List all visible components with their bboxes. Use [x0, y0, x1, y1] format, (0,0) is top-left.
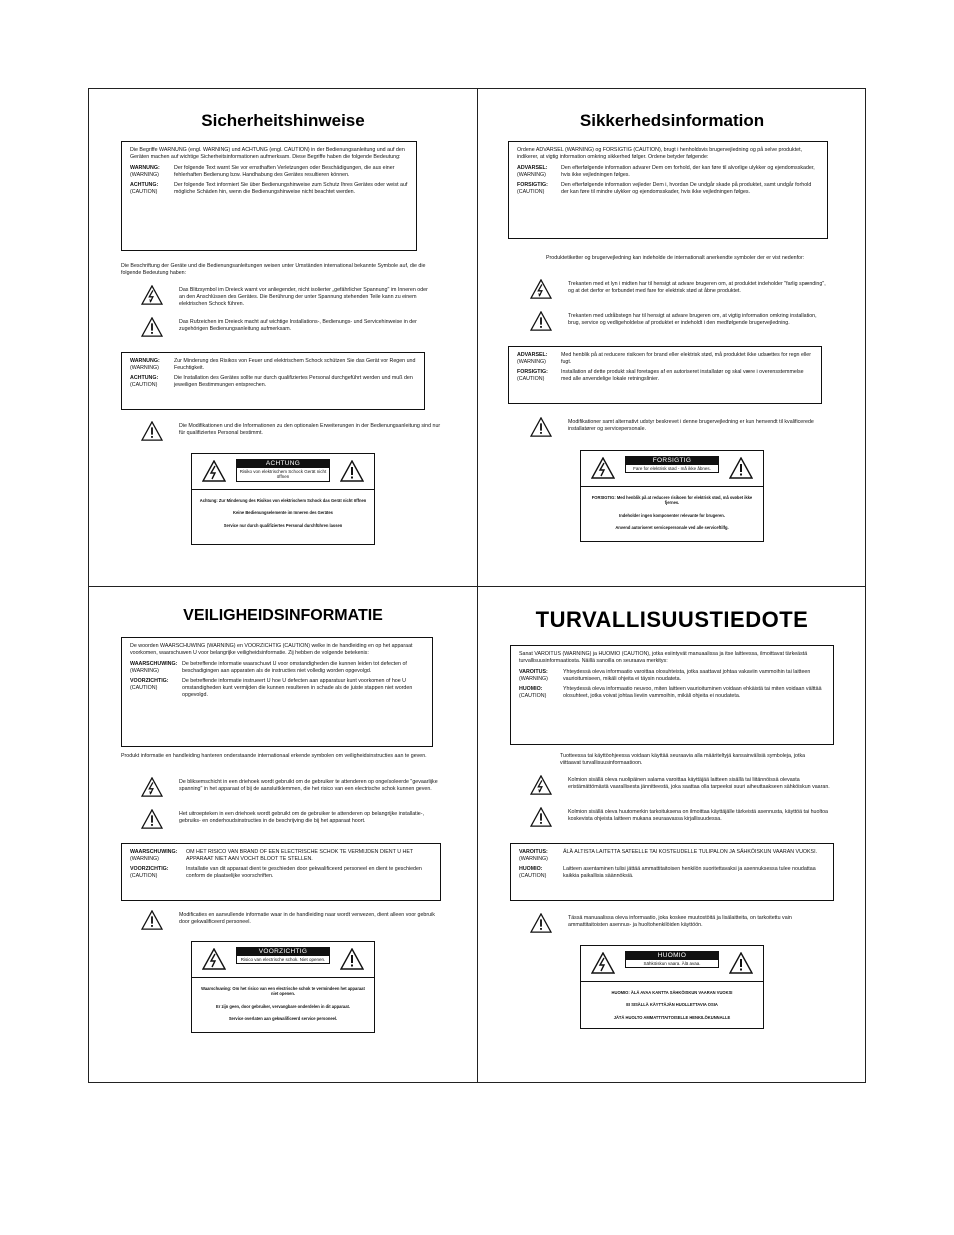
symbols-intro: Produkt informatie en handleiding hanteren onderstaande internationaal erkende symbolen om veiligheidsinstructies aan te geven. [121, 753, 427, 759]
definitions-box [508, 141, 828, 239]
caution-label-graphic [191, 453, 375, 545]
exclamation-warning-icon [141, 421, 163, 441]
section-title: Sicherheitshinweise [201, 111, 365, 130]
intro-text: Sanat VAROITUS (WARNING) ja HUOMIO (CAUTION), jotka esiintyvät manuaalissa ja itse laitteessa, ilmoittavat tärkeästä turvallisuusinformaatiosta. Näillä sanoilla on seuraava merkitys: [519, 651, 808, 664]
definition-warning [519, 669, 825, 683]
modifications-row [141, 910, 441, 930]
warn-sub: (WARNING) [130, 364, 159, 371]
warn-sub: (WARNING) [519, 855, 548, 862]
modifications-text: Die Modifikationen und die Informationen zu den optionalen Erweiterungen in der Bedienungsanleitung sind nur für qualifiziertes Personal bestimmt. [179, 423, 441, 436]
section-title: VEILIGHEIDSINFORMATIE [183, 607, 383, 624]
label-subheading: Risiko von elektrischem Schock Gerät nicht öffnen [236, 468, 330, 482]
def-label: VAROITUS: [519, 668, 548, 675]
section-finnish [478, 587, 866, 1084]
page-frame [88, 88, 866, 1083]
caution-label-graphic [580, 945, 764, 1029]
caution-text: Installation af dette produkt skal foretages af en autoriseret installatør og skal være i overensstemmelse med alle anvendelige lokale retningslinier. [561, 368, 804, 382]
def-sub: (CAUTION) [130, 188, 158, 195]
caution-sub: (CAUTION) [130, 381, 158, 388]
symbol-exclamation-row [530, 311, 830, 331]
exclamation-warning-icon [340, 460, 364, 482]
definition-warning [517, 165, 819, 179]
section-title: Sikkerhedsinformation [579, 111, 765, 130]
intro-text: Ordene ADVARSEL (WARNING) og FORSIGTIG (CAUTION), brugt i henholdsvis brugervejledning og på selve produktet, indikerer, at vigtig information omkring sikkerhed følger. Ordene betyder følgende: [517, 147, 803, 160]
definition-caution [130, 678, 424, 699]
definition-warning [130, 661, 424, 675]
lightning-warning-icon [591, 457, 615, 479]
lightning-warning-icon [530, 279, 552, 299]
symbol-lightning-row [141, 285, 431, 308]
symbol-text: Das Rufzeichen im Dreieck macht auf wichtige Installations-, Bedienungs- und Servicehinweise in der zugehörigen Bedienungsanleitung aufmerksam. [179, 319, 417, 332]
def-sub: (CAUTION) [519, 692, 547, 699]
symbol-exclamation-row [530, 807, 830, 827]
symbol-text: Het uitroepteken in een driehoek wordt gebruikt om de gebruiker te attenderen op belangrijke installatie-, gebruiks- en onderhoudsinstructies in de beschrijving die bij het apparaat hoort. [179, 811, 424, 824]
def-label: HUOMIO: [519, 685, 543, 692]
caution-sub: (CAUTION) [519, 872, 547, 879]
definition-caution [517, 182, 819, 196]
symbol-text: Kolmion sisällä oleva huutomerkin tarkoituksena on ilmoittaa käyttäjälle tärkeistä asennusta, käyttöä tai huoltoa koskevista ohjeista laitteen mukana seuraavassa kirjallisuudessa. [568, 809, 828, 822]
label-line: Keine Bedienungselemente im Inneren des Gerätes [233, 510, 333, 516]
warning-row [519, 849, 825, 863]
intro-text: Die Begriffe WARNUNG (engl. WARNING) und ACHTUNG (engl. CAUTION) in der Bedienungsanleitung und auf den Geräten machen auf wichtige Sicherheitsinformationen aufmerksam. Diese Begriffe haben die folgende Bedeutung: [130, 147, 405, 160]
definition-caution [519, 686, 825, 700]
def-sub: (WARNING) [130, 171, 159, 178]
def-sub: (CAUTION) [517, 188, 545, 195]
section-german [89, 89, 477, 586]
symbol-text: Das Blitzsymbol im Dreieck warnt vor anliegender, nicht isolierter „gefährlicher Spannung" im Inneren oder an den Anschlüssen des Gerätes. Die Berührung der unter Spannung stehenden Teile kann zu einem elektrischen Schock führen. [179, 287, 428, 307]
caution-text: Laitteen asentaminen tulisi jättää ammattitaitoisen henkilön suoritettavaksi ja asennuksessa tulee noudattaa kaikkia paikallisia säännöksiä. [563, 865, 816, 879]
warn-sub: (WARNING) [517, 358, 546, 365]
intro-text: De woorden WAARSCHUWING (WARNING) en VOORZICHTIG (CAUTION) welke in de handleiding en op het apparaat voorkomen, waarschuwen U voor belangrijke veiligheidsinformatie. Zij hebben de volgende betekenis: [130, 643, 413, 656]
caution-row [130, 375, 416, 389]
label-heading: ACHTUNG [236, 459, 330, 468]
symbols-intro: Die Beschriftung der Geräte und die Bedienungsanleitungen weisen unter Umständen international bekannte Symbole auf, die die folgende Bedeutung haben: [121, 263, 426, 276]
modifications-row [141, 421, 441, 441]
def-sub: (WARNING) [519, 675, 548, 682]
label-line: Waarschuwing: Om het risico van een electrische schok te vermindeen het apparaat niet openen. [201, 986, 365, 997]
symbol-lightning-row [141, 777, 441, 797]
caution-row [519, 866, 825, 880]
caution-label: FORSIGTIG: [517, 368, 548, 375]
modifications-text: Modificaties en aanvullende informatie waar in de handleiding naar wordt verwezen, dient alleen voor gebruik door gekwalificeerd personeel. [179, 912, 435, 925]
symbol-exclamation-row [141, 317, 431, 337]
def-text: Yhteydessä oleva informaatio neuvoo, miten laitteen vaurioituminen voidaan ehkäistä tai miten voidaan välttää olosuhteet, jotka voivat johtaa lieviin vammoihin, mikäli ohjeita ei noudateta. [563, 685, 822, 699]
caution-label: HUOMIO: [519, 865, 543, 872]
warn-text: OM HET RISICO VAN BRAND OF EEN ELECTRISCHE SCHOK TE VERMIJDEN DIENT U HET APPARAAT NIET AAN VOCHT BLOOT TE STELLEN. [186, 849, 414, 862]
symbols-intro: Produktetiketter og brugervejledning kan indeholde de internationalt anerkendte symboler der er vist nedenfor: [546, 255, 805, 261]
caution-label-graphic [191, 941, 375, 1033]
label-line: JÄTÄ HUOLTO AMMATTITAITOISELLE HENKILÖKUNNALLE [613, 1014, 731, 1020]
symbol-text: Trekanten med udråbstegn har til hensigt at advare brugeren om, at vigtig information omkring installation, brug, service og vedligeholdelse af produktet er indeholdt i den medfølgende brugervejledning. [568, 313, 817, 326]
definitions-box [510, 645, 834, 745]
def-label: ADVARSEL: [517, 164, 548, 171]
warning-box [121, 352, 425, 410]
def-text: Der folgende Text informiert Sie über Bedienungshinweise zum Schutz Ihres Gerätes oder weist auf mögliche Schäden hin, wenn die Bedienungshinweise nicht beachtet werden. [174, 181, 408, 195]
section-danish [478, 89, 866, 586]
exclamation-warning-icon [530, 311, 552, 331]
exclamation-warning-icon [530, 913, 552, 933]
def-label: FORSIGTIG: [517, 181, 548, 188]
warn-label: ADVARSEL: [517, 352, 548, 358]
label-subheading: Fare for elektrisk stød - må ikke åbnes. [625, 465, 719, 473]
warn-label: VAROITUS: [519, 849, 548, 855]
warn-text: Zur Minderung des Risikos von Feuer und elektrischem Schock schützen Sie das Gerät vor Regen und Feuchtigkeit. [174, 358, 416, 371]
def-label: WAARSCHUWING: [130, 660, 178, 667]
symbol-text: Kolmion sisällä oleva nuolipäinen salama varoittaa käyttäjää laitteen sisällä tai liitännöissä olevasta eristämättömästä vaarallisesta jännitteestä, joka saattaa olla tarpeeksi suuri aiheuttaakseen sähköiskun vaaran. [568, 777, 830, 790]
label-line: Er zijn geen, door gebruiker, vervangbare onderdelen in dit apparaat. [216, 1003, 350, 1009]
label-heading: VOORZICHTIG [236, 947, 330, 956]
lightning-warning-icon [141, 777, 163, 797]
def-text: Der folgende Text warnt Sie vor ernsthaften Verletzungen oder Beschädigungen, die aus einer fehlerhaften Bedienung bzw. Handhabung des Gerätes resultieren können. [174, 164, 395, 178]
lightning-warning-icon [202, 460, 226, 482]
caution-label: VOORZICHTIG: [130, 865, 169, 872]
def-text: De betreffende informatie instrueert U hoe U defecten aan apparatuur kunt voorkomen of hoe U omstandigheden kunt vermijden die kunnen resulteren in schade als de juiste stappen niet worden opgevolgd. [182, 677, 413, 698]
label-line: Service nur durch qualifiziertes Personal durchführen lassen [223, 522, 343, 528]
exclamation-warning-icon [340, 948, 364, 970]
label-heading: FORSIGTIG [625, 456, 719, 465]
definition-caution [130, 182, 408, 196]
warn-sub: (WARNING) [130, 855, 159, 862]
label-heading: HUOMIO [625, 951, 719, 960]
warn-label: WAARSCHUWING: [130, 849, 178, 855]
label-line: Indeholder ingen komponenter relevante for brugeren. [619, 512, 725, 518]
def-text: Den efterfølgende information vejleder Dem i, hvordan De undgår skade på produktet, samt undgår forhold der kan føre til mindre ulykker og ejendomsskader, hvis ikke vejledningen følges. [561, 181, 812, 195]
def-label: WARNUNG: [130, 164, 160, 171]
exclamation-warning-icon [141, 910, 163, 930]
warn-text: Med henblik på at reducere risikoen for brand eller elektrisk stød, må produktet ikke udsættes for regn eller fugt. [561, 352, 811, 365]
def-text: Den efterfølgende information advarer Dem om forhold, der kan føre til alvorlige ulykker og ejendomsskader, hvis ikke vejledningen følges. [561, 164, 815, 178]
caution-text: Die Installation des Gerätes sollte nur durch qualifiziertes Personal durchgeführt werden und muß den jeweiligen Bestimmungen entsprechen. [174, 374, 413, 388]
symbol-text: De bliksemschicht in een driehoek wordt gebruikt om de gebruiker te attenderen op ongeïsoleerde "gevaarlijke spanning" in het apparaat of bij de aansluitklemmen, die het risico van een electrische schok kunnen geven. [179, 779, 438, 792]
caution-sub: (CAUTION) [517, 375, 545, 382]
label-subheading: Risico van electrische schok. Niet openen. [236, 956, 330, 964]
exclamation-warning-icon [729, 952, 753, 974]
symbols-intro: Tuotteessa tai käyttöohjeessa voidaan käyttää seuraavia alla määriteltyjä kansainvälisiä symboleja, jotka viittaavat turvallisuusinformaatioon. [560, 753, 806, 766]
def-label: ACHTUNG: [130, 181, 159, 188]
def-sub: (CAUTION) [130, 684, 158, 691]
modifications-row [530, 913, 830, 933]
def-text: Yhteydessä oleva informaatio varoittaa olosuhteista, jotka saattavat johtaa vakaviin vammoihin tai laitteen vaurioitumiseen, mikäli ohjeita ei täysin noudateta. [563, 668, 811, 682]
section-title: TURVALLISUUSTIEDOTE [535, 607, 809, 632]
symbol-text: Trekanten med et lyn i midten har til hensigt at advare brugeren om, at produktet indeholder "farlig spænding", og at det derfor er forbundet med fare for elektrisk stød at åbne produktet. [568, 281, 826, 294]
modifications-text: Modifikationer samt alternativt udstyr beskrevet i denne brugervejledning er kun henvendt til kvalificerede installatører og servicepersonale. [568, 419, 814, 432]
caution-sub: (CAUTION) [130, 872, 158, 879]
label-line: Achtung: Zur Minderung des Risikos von elektrischem Schock das Gerät nicht öffnen [199, 498, 367, 503]
label-line: FORSIGTIG: Med henblik på at reducere risikoen for elektrisk stød, må svøbet ikke fjernes. [591, 495, 753, 506]
exclamation-warning-icon [530, 417, 552, 437]
warning-row [130, 358, 416, 372]
caution-row [517, 369, 813, 383]
def-label: VOORZICHTIG: [130, 677, 169, 684]
lightning-warning-icon [591, 952, 615, 974]
caution-text: Installatie van dit apparaat dient te geschieden door gekwalificeerd personeel en dient te geschieden conform de plaatselijke voorschriften. [186, 865, 422, 879]
section-dutch [89, 587, 477, 1084]
modifications-row [530, 417, 830, 437]
warning-row [130, 849, 432, 863]
label-line: HUOMIO: ÄLÄ AVAA KANTTA SÄHKÖISKUN VAARAN VUOKSI [611, 990, 733, 995]
warning-box [121, 843, 441, 901]
caution-row [130, 866, 432, 880]
warn-text: ÄLÄ ALTISTA LAITETTA SATEELLE TAI KOSTEUDELLE TULIPALON JA SÄHKÖISKUN VAARAN VUOKSI. [563, 849, 818, 855]
exclamation-warning-icon [141, 317, 163, 337]
label-subheading: Sähköiskun vaara. Älä avaa. [625, 960, 719, 968]
warn-label: WARNUNG: [130, 358, 160, 364]
symbol-lightning-row [530, 279, 830, 299]
warning-box [508, 346, 822, 404]
symbol-lightning-row [530, 775, 830, 795]
lightning-warning-icon [530, 775, 552, 795]
modifications-text: Tässä manuaalissa oleva informaatio, joka koskee muutostöitä ja lisälaitteita, on tarkoitettu vain ammattitaitoisten asennus- ja huoltohenkilöiden käyttöön. [568, 915, 792, 928]
def-sub: (WARNING) [517, 171, 546, 178]
definitions-box [121, 637, 433, 747]
caution-label: ACHTUNG: [130, 374, 159, 381]
lightning-warning-icon [202, 948, 226, 970]
warning-box [510, 843, 834, 901]
def-text: De betreffende informatie waarschuwt U voor omstandigheden die kunnen leiden tot defecten of beschadigingen aan apparaten als de instructies niet volledig worden opgevolgd. [182, 660, 407, 674]
definitions-box [121, 141, 417, 251]
exclamation-warning-icon [530, 807, 552, 827]
definition-warning [130, 165, 408, 179]
exclamation-warning-icon [141, 809, 163, 829]
symbol-exclamation-row [141, 809, 441, 829]
caution-label-graphic [580, 450, 764, 542]
warning-row [517, 352, 813, 366]
label-line: Service overlaten aan gekwalificeerd service personeel. [228, 1015, 338, 1021]
def-sub: (WARNING) [130, 667, 159, 674]
label-line: Anvend autoriseret servicepersonale ved alle serviceftilfg. [615, 524, 729, 530]
exclamation-warning-icon [729, 457, 753, 479]
lightning-warning-icon [141, 285, 163, 305]
label-line: EI SISÄLLÄ KÄYTTÄJÄN HUOLLETTAVIA OSIA [626, 1002, 718, 1008]
